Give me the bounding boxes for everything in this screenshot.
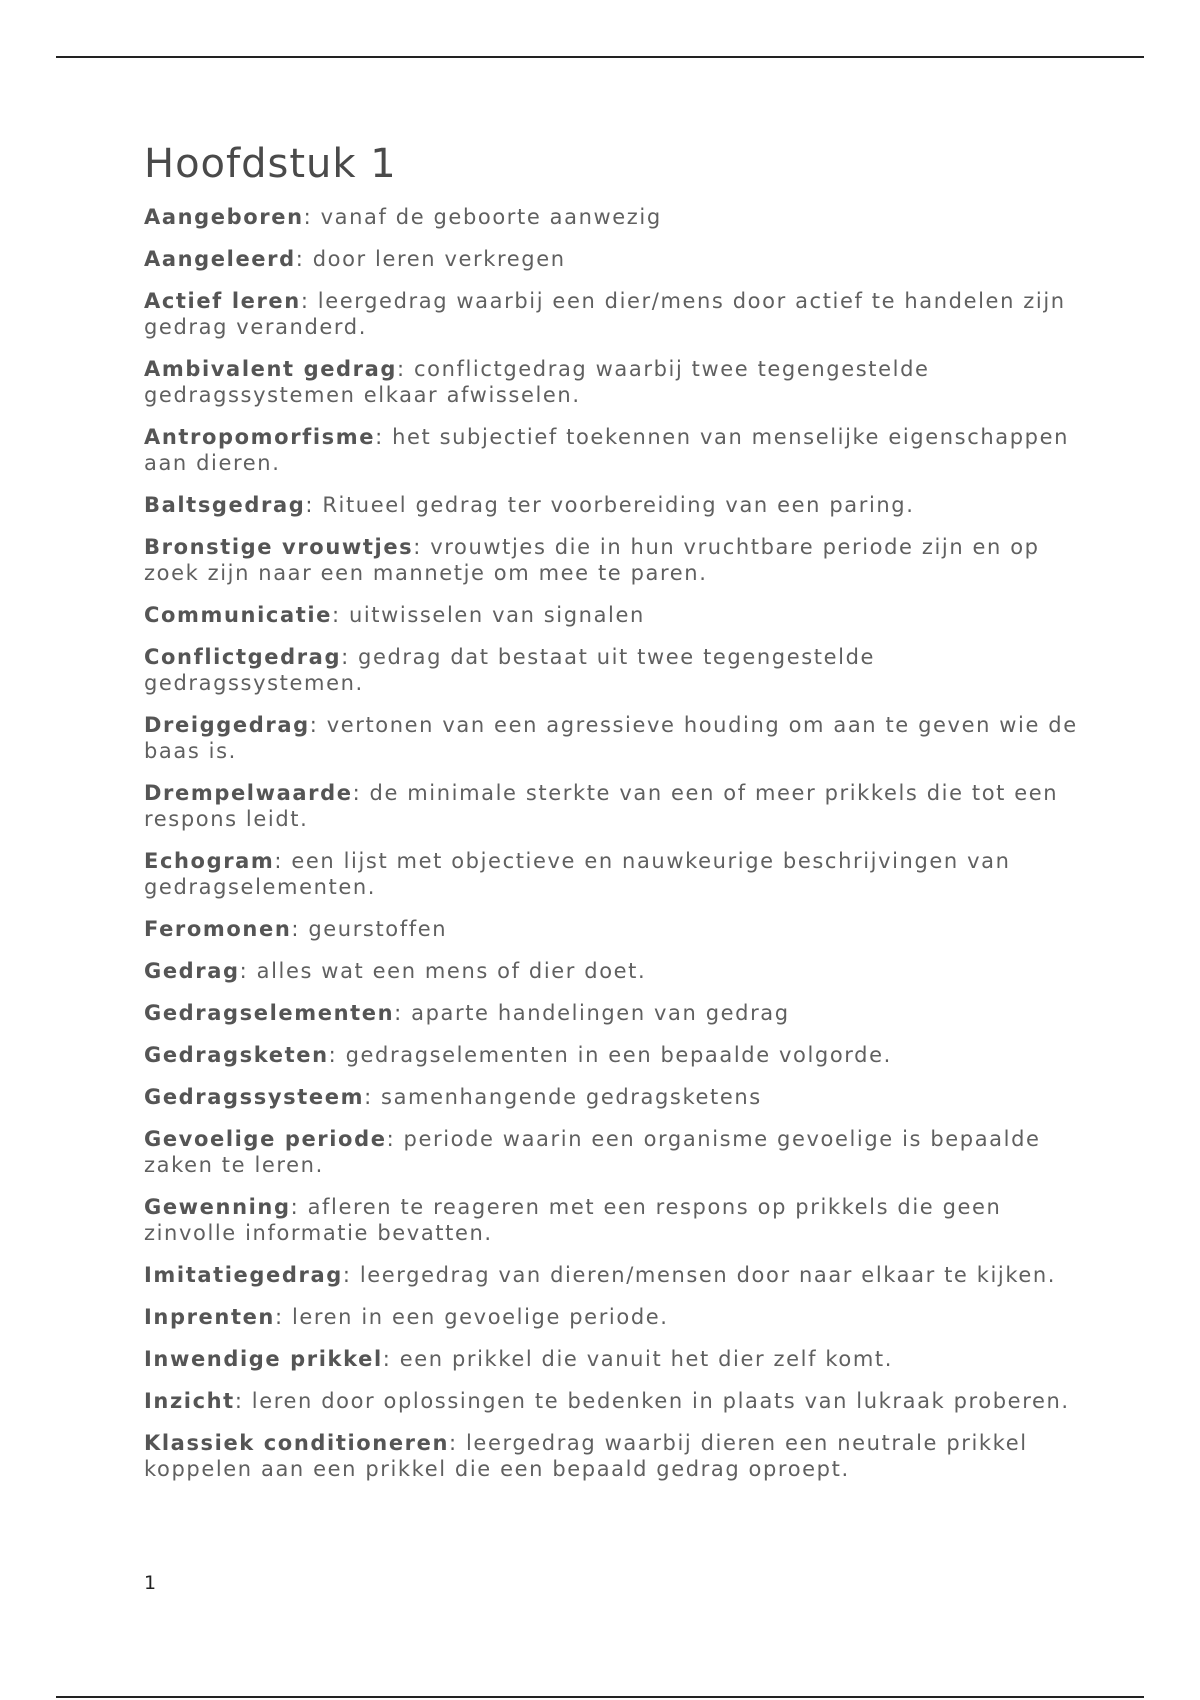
term-separator: :	[234, 1389, 252, 1413]
glossary-term: Conflictgedrag	[144, 645, 342, 669]
glossary-entry	[144, 916, 1084, 942]
term-separator: :	[382, 1347, 400, 1371]
glossary-term: Antropomorfisme	[144, 425, 376, 449]
glossary-definition: het subjectief toekennen van menselijke eigenschappen aan dieren.	[144, 425, 1070, 475]
glossary-entry	[144, 356, 1084, 408]
glossary-entry	[144, 780, 1084, 832]
glossary-definition: vanaf de geboorte aanwezig	[320, 205, 662, 229]
term-separator: :	[449, 1431, 466, 1455]
glossary-term: Echogram	[144, 849, 275, 873]
glossary-term: Inprenten	[144, 1305, 275, 1329]
glossary-term: Inzicht	[144, 1389, 235, 1413]
glossary-definition: conflictgedrag waarbij twee tegengestelde gedragssystemen elkaar afwisselen.	[144, 357, 930, 407]
glossary-definition: geurstoffen	[308, 917, 448, 941]
document-body	[144, 138, 1084, 1498]
term-separator: :	[386, 1127, 404, 1151]
term-separator: :	[274, 849, 292, 873]
term-separator: :	[274, 1305, 292, 1329]
glossary-definition: uitwisselen van signalen	[348, 603, 645, 627]
glossary-entry	[144, 1000, 1084, 1026]
glossary-term: Gedragsketen	[144, 1043, 329, 1067]
glossary-entry	[144, 1388, 1084, 1414]
glossary-entry	[144, 424, 1084, 476]
chapter-heading: Hoofdstuk 1	[144, 141, 397, 187]
glossary-definition: door leren verkregen	[312, 247, 566, 271]
glossary-term: Gedragssysteem	[144, 1085, 365, 1109]
term-separator: :	[305, 493, 323, 517]
glossary-term: Aangeleerd	[144, 247, 296, 271]
glossary-definition: een lijst met objectieve en nauwkeurige beschrijvingen van gedragselementen.	[144, 849, 1011, 899]
glossary-entry	[144, 712, 1084, 764]
glossary-entry	[144, 1304, 1084, 1330]
glossary-definition: gedragselementen in een bepaalde volgorde.	[345, 1043, 892, 1067]
glossary-term: Gedrag	[144, 959, 240, 983]
glossary-definition: gedrag dat bestaat uit twee tegengestelde gedragssystemen.	[144, 645, 876, 695]
term-separator: :	[328, 1043, 346, 1067]
glossary-term: Klassiek conditioneren	[144, 1431, 450, 1455]
term-separator: :	[413, 535, 431, 559]
glossary-term: Inwendige prikkel	[144, 1347, 383, 1371]
term-separator: :	[300, 289, 318, 313]
term-separator: :	[394, 1001, 412, 1025]
term-separator: :	[397, 357, 414, 381]
glossary-term: Bronstige vrouwtjes	[144, 535, 414, 559]
glossary-term: Baltsgedrag	[144, 493, 306, 517]
glossary-entry	[144, 246, 1084, 272]
term-separator: :	[352, 781, 370, 805]
glossary-term: Dreiggedrag	[144, 713, 310, 737]
glossary-definition: een prikkel die vanuit het dier zelf komt.	[399, 1347, 893, 1371]
glossary-definition: leergedrag waarbij een dier/mens door actief te handelen zijn gedrag veranderd.	[144, 289, 1066, 339]
glossary-entry	[144, 644, 1084, 696]
glossary-term: Gevoelige periode	[144, 1127, 387, 1151]
term-separator: :	[295, 247, 313, 271]
term-separator: :	[303, 205, 321, 229]
page-number: 1	[144, 1572, 157, 1594]
term-separator: :	[290, 1195, 308, 1219]
glossary-entry	[144, 534, 1084, 586]
term-separator: :	[341, 645, 359, 669]
glossary-term: Gedragselementen	[144, 1001, 395, 1025]
glossary-definition: leren in een gevoelige periode.	[291, 1305, 669, 1329]
glossary-term: Communicatie	[144, 603, 332, 627]
glossary-definition: Ritueel gedrag ter voorbereiding van een paring.	[322, 493, 915, 517]
glossary-entry	[144, 204, 1084, 230]
glossary-definition: aparte handelingen van gedrag	[411, 1001, 790, 1025]
glossary-entry	[144, 1042, 1084, 1068]
glossary-entry	[144, 1126, 1084, 1178]
glossary-definition: alles wat een mens of dier doet.	[256, 959, 647, 983]
glossary-term: Ambivalent gedrag	[144, 357, 398, 381]
glossary-entry	[144, 492, 1084, 518]
glossary-definition: vrouwtjes die in hun vruchtbare periode zijn en op zoek zijn naar een mannetje om mee te paren.	[144, 535, 1040, 585]
term-separator: :	[342, 1263, 360, 1287]
glossary-term: Drempelwaarde	[144, 781, 353, 805]
glossary-definition: afleren te reageren met een respons op prikkels die geen zinvolle informatie bevatten.	[144, 1195, 1002, 1245]
glossary-list	[144, 204, 1084, 1482]
glossary-term: Actief leren	[144, 289, 301, 313]
term-separator: :	[332, 603, 349, 627]
glossary-term: Imitatiegedrag	[144, 1263, 343, 1287]
glossary-entry	[144, 848, 1084, 900]
bottom-rule	[56, 1696, 1144, 1698]
glossary-entry	[144, 1346, 1084, 1372]
glossary-definition: periode waarin een organisme gevoelige is bepaalde zaken te leren.	[144, 1127, 1041, 1177]
term-separator: :	[364, 1085, 382, 1109]
glossary-term: Gewenning	[144, 1195, 291, 1219]
glossary-entry	[144, 1430, 1084, 1482]
glossary-entry	[144, 1262, 1084, 1288]
glossary-entry	[144, 958, 1084, 984]
term-separator: :	[239, 959, 257, 983]
glossary-entry	[144, 288, 1084, 340]
glossary-entry	[144, 602, 1084, 628]
glossary-entry	[144, 1194, 1084, 1246]
glossary-term: Feromonen	[144, 917, 292, 941]
glossary-definition: vertonen van een agressieve houding om aan te geven wie de baas is.	[144, 713, 1078, 763]
term-separator: :	[375, 425, 393, 449]
glossary-definition: de minimale sterkte van een of meer prikkels die tot een respons leidt.	[144, 781, 1059, 831]
glossary-definition: samenhangende gedragsketens	[381, 1085, 762, 1109]
glossary-entry	[144, 1084, 1084, 1110]
top-rule	[56, 56, 1144, 58]
glossary-definition: leergedrag waarbij dieren een neutrale prikkel koppelen aan een prikkel die een bepaald gedrag oproept.	[144, 1431, 1028, 1481]
term-separator: :	[309, 713, 327, 737]
glossary-definition: leergedrag van dieren/mensen door naar elkaar te kijken.	[359, 1263, 1057, 1287]
glossary-definition: leren door oplossingen te bedenken in plaats van lukraak proberen.	[251, 1389, 1070, 1413]
glossary-term: Aangeboren	[144, 205, 304, 229]
term-separator: :	[291, 917, 309, 941]
